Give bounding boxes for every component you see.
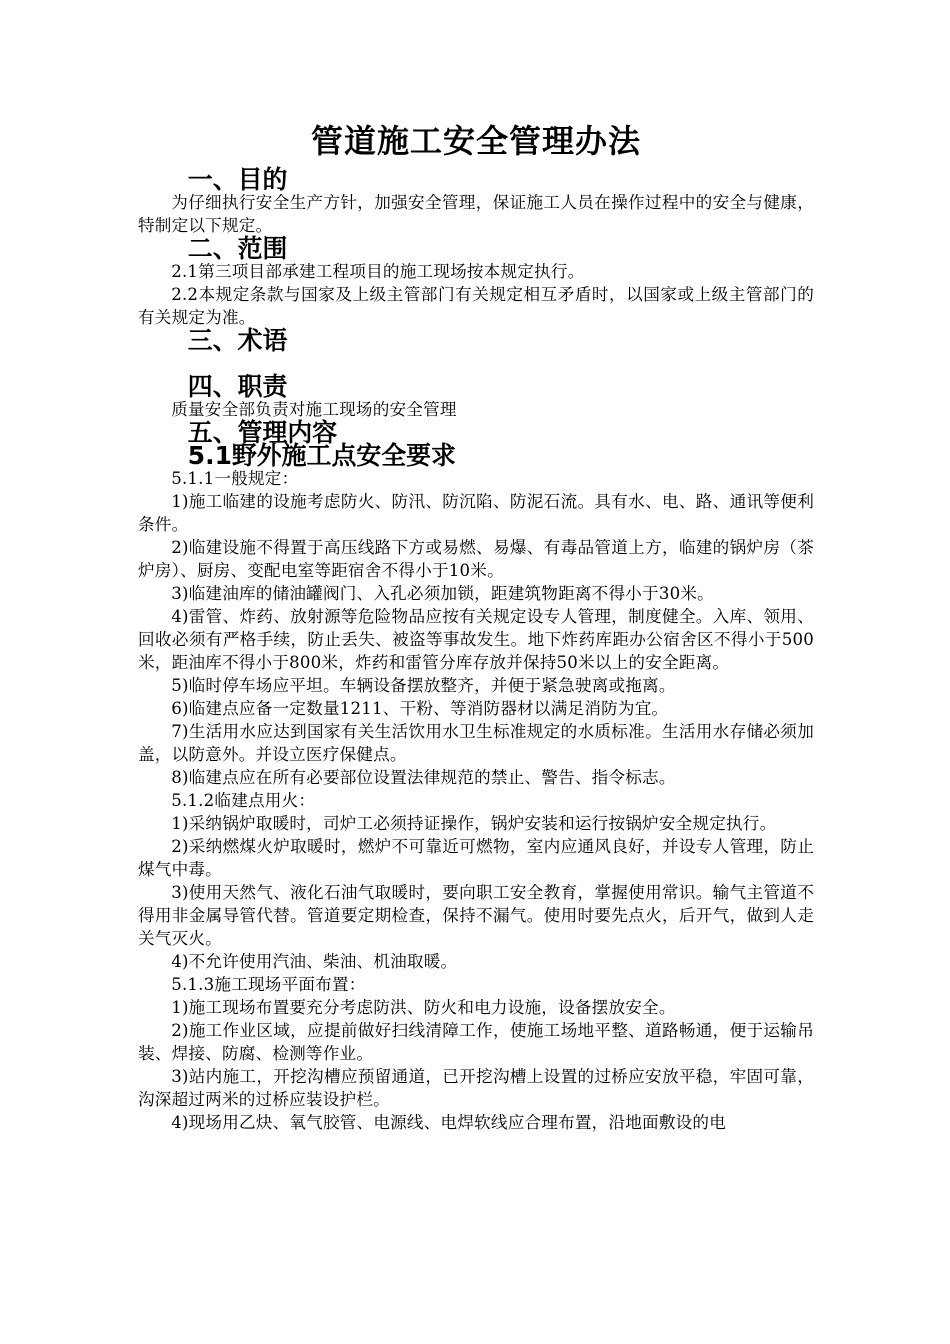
paragraph: 1)采纳锅炉取暖时，司炉工必须持证操作，锅炉安装和运行按锅炉安全规定执行。 <box>171 814 777 833</box>
paragraph: 2)采纳燃煤火炉取暖时，燃炉不可靠近可燃物，室内应通风良好，并设专人管理，防止煤气中毒。 <box>138 837 814 879</box>
section-heading: 五、管理内容 <box>187 418 338 447</box>
paragraph: 5.1.2临建点用火： <box>171 791 316 810</box>
paragraph: 8)临建点应在所有必要部位设置法律规范的禁止、警告、指令标志。 <box>171 768 676 787</box>
paragraph: 质量安全部负责对施工现场的安全管理 <box>171 400 457 419</box>
paragraph: 6)临建点应备一定数量1211、干粉、等消防器材以满足消防为宜。 <box>171 699 669 718</box>
paragraph: 2.1第三项目部承建工程项目的施工现场按本规定执行。 <box>171 262 585 281</box>
paragraph: 1)施工现场布置要充分考虑防洪、防火和电力设施，设备摆放安全。 <box>171 998 676 1017</box>
section-heading: 四、职责 <box>187 372 288 401</box>
paragraph: 4)不允许使用汽油、柴油、机油取暖。 <box>171 952 458 971</box>
paragraph: 2.2本规定条款与国家及上级主管部门有关规定相互矛盾时，以国家或上级主管部门的有关规定为准。 <box>138 285 814 327</box>
section-heading: 5.1野外施工点安全要求 <box>187 441 456 470</box>
paragraph: 5.1.1一般规定： <box>171 469 299 488</box>
paragraph: 4)雷管、炸药、放射源等危险物品应按有关规定设专人管理，制度健全。入库、领用、回收必须有严格手续，防止丢失、被盗等事故发生。地下炸药库距办公宿舍区不得小于500米，距油库不得小于800米，炸药和雷管分库存放并保持50米以上的安全距离。 <box>138 607 814 672</box>
document-page <box>138 118 814 1134</box>
section-heading: 二、范围 <box>187 234 288 263</box>
document-body <box>138 165 814 1134</box>
paragraph: 7)生活用水应达到国家有关生活饮用水卫生标准规定的水质标准。生活用水存储必须加盖，以防意外。并设立医疗保健点。 <box>138 722 814 764</box>
document-title: 管道施工安全管理办法 <box>310 122 641 160</box>
paragraph: 3)使用天然气、液化石油气取暖时，要向职工安全教育，掌握使用常识。输气主管道不得用非金属导管代替。管道要定期检查，保持不漏气。使用时要先点火，后开气，做到人走关气灭火。 <box>138 883 814 948</box>
section-heading: 三、术语 <box>187 326 288 355</box>
paragraph: 1)施工临建的设施考虑防火、防汛、防沉陷、防泥石流。具有水、电、路、通讯等便利条件。 <box>138 492 814 534</box>
paragraph: 2)施工作业区域，应提前做好扫线清障工作，使施工场地平整、道路畅通，便于运输吊装、焊接、防腐、检测等作业。 <box>138 1021 814 1063</box>
paragraph: 2)临建设施不得置于高压线路下方或易燃、易爆、有毒品管道上方，临建的锅炉房（茶炉房）、厨房、变配电室等距宿舍不得小于10米。 <box>138 538 814 580</box>
paragraph: 为仔细执行安全生产方针，加强安全管理，保证施工人员在操作过程中的安全与健康，特制定以下规定。 <box>138 193 814 235</box>
paragraph: 3)站内施工，开挖沟槽应预留通道，已开挖沟槽上设置的过桥应安放平稳，牢固可靠，沟深超过两米的过桥应装设护栏。 <box>138 1067 814 1109</box>
paragraph: 4)现场用乙炔、氧气胶管、电源线、电焊软线应合理布置，沿地面敷设的电 <box>171 1113 727 1132</box>
paragraph: 5)临时停车场应平坦。车辆设备摆放整齐，并便于紧急驶离或拖离。 <box>171 676 676 695</box>
paragraph: 5.1.3施工现场平面布置： <box>171 975 366 994</box>
paragraph: 3)临建油库的储油罐阀门、入孔必须加锁，距建筑物距离不得小于30米。 <box>171 584 714 603</box>
section-heading: 一、目的 <box>187 165 288 194</box>
